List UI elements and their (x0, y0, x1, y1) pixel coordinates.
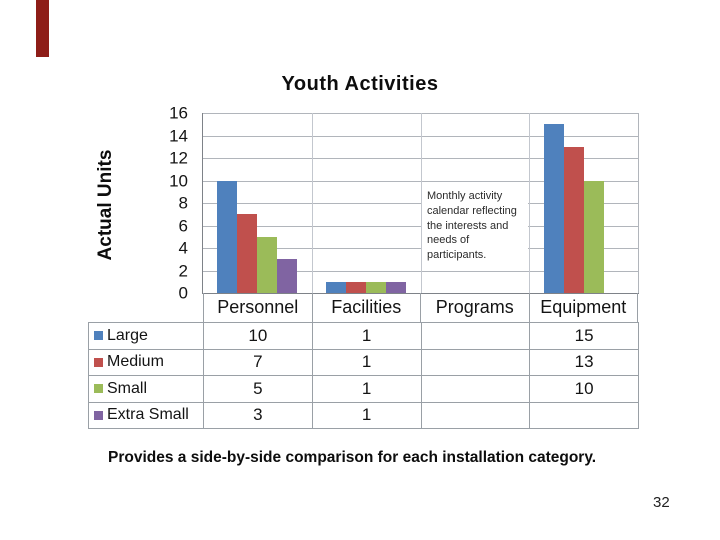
bar-extra-small-personnel (277, 259, 297, 293)
page-number: 32 (653, 494, 670, 511)
bar-small-personnel (257, 237, 277, 293)
plot-area (203, 113, 638, 293)
y-axis-line (202, 113, 203, 294)
category-separator (529, 113, 530, 293)
data-table (88, 322, 639, 429)
table-value-cell: 10 (530, 376, 639, 403)
legend-swatch (94, 331, 103, 340)
legend-label: Large (107, 326, 148, 344)
legend-swatch (94, 358, 103, 367)
category-label-personnel: Personnel (203, 293, 313, 322)
table-value-cell: 1 (313, 350, 422, 377)
accent-bar (36, 0, 49, 57)
bar-small-facilities (366, 282, 386, 293)
legend-cell-extra-small (89, 403, 204, 430)
table-value-cell (422, 323, 531, 350)
legend-cell-large (89, 323, 204, 350)
slide-caption: Provides a side-by-side comparison for each installation category. (108, 449, 597, 466)
bar-extra-small-facilities (386, 282, 406, 293)
legend-label: Medium (107, 353, 164, 371)
table-value-cell (422, 376, 531, 403)
table-value-cell: 15 (530, 323, 639, 350)
category-label-programs: Programs (421, 293, 530, 322)
table-value-cell: 5 (204, 376, 313, 403)
bar-large-personnel (217, 181, 237, 294)
y-tick-label: 6 (178, 216, 188, 235)
annotation-textbox (422, 185, 528, 263)
y-tick-label: 16 (169, 103, 188, 123)
table-value-cell: 1 (313, 403, 422, 430)
bar-medium-equipment (564, 147, 584, 293)
y-tick-label: 8 (178, 193, 188, 213)
category-label-facilities: Facilities (313, 293, 422, 322)
y-tick-label: 14 (169, 126, 188, 145)
legend-cell-medium (89, 350, 204, 377)
table-row (89, 350, 639, 377)
category-label-equipment: Equipment (530, 293, 639, 322)
y-axis-title: Actual Units (95, 149, 116, 261)
bar-large-facilities (326, 282, 346, 293)
table-row (89, 403, 639, 430)
y-tick-label: 2 (178, 261, 188, 280)
table-row (89, 376, 639, 403)
table-value-cell: 13 (530, 350, 639, 377)
chart-title: Youth Activities (281, 73, 439, 95)
table-row (89, 323, 639, 350)
legend-cell-small (89, 376, 204, 403)
table-value-cell (530, 403, 639, 430)
y-tick-label: 0 (178, 283, 188, 303)
table-value-cell (422, 403, 531, 430)
table-value-cell: 3 (204, 403, 313, 430)
bar-medium-personnel (237, 214, 257, 293)
bar-large-equipment (544, 124, 564, 293)
y-tick-label: 12 (169, 148, 188, 168)
table-value-cell (422, 350, 531, 377)
bar-small-equipment (584, 181, 604, 294)
table-value-cell: 1 (313, 323, 422, 350)
annotation-text: Monthly activity calendar reflecting the interests and needs of participants. (427, 190, 517, 262)
plot-right-border (638, 113, 639, 294)
table-value-cell: 7 (204, 350, 313, 377)
legend-label: Extra Small (107, 406, 189, 424)
legend-swatch (94, 384, 103, 393)
legend-swatch (94, 411, 103, 420)
category-labels-row (203, 293, 638, 322)
y-tick-label: 4 (178, 238, 188, 258)
legend-label: Small (107, 379, 148, 397)
table-value-cell: 1 (313, 376, 422, 403)
bar-medium-facilities (346, 282, 366, 293)
y-tick-label: 10 (169, 171, 188, 190)
table-value-cell: 10 (204, 323, 313, 350)
category-separator (312, 113, 313, 293)
